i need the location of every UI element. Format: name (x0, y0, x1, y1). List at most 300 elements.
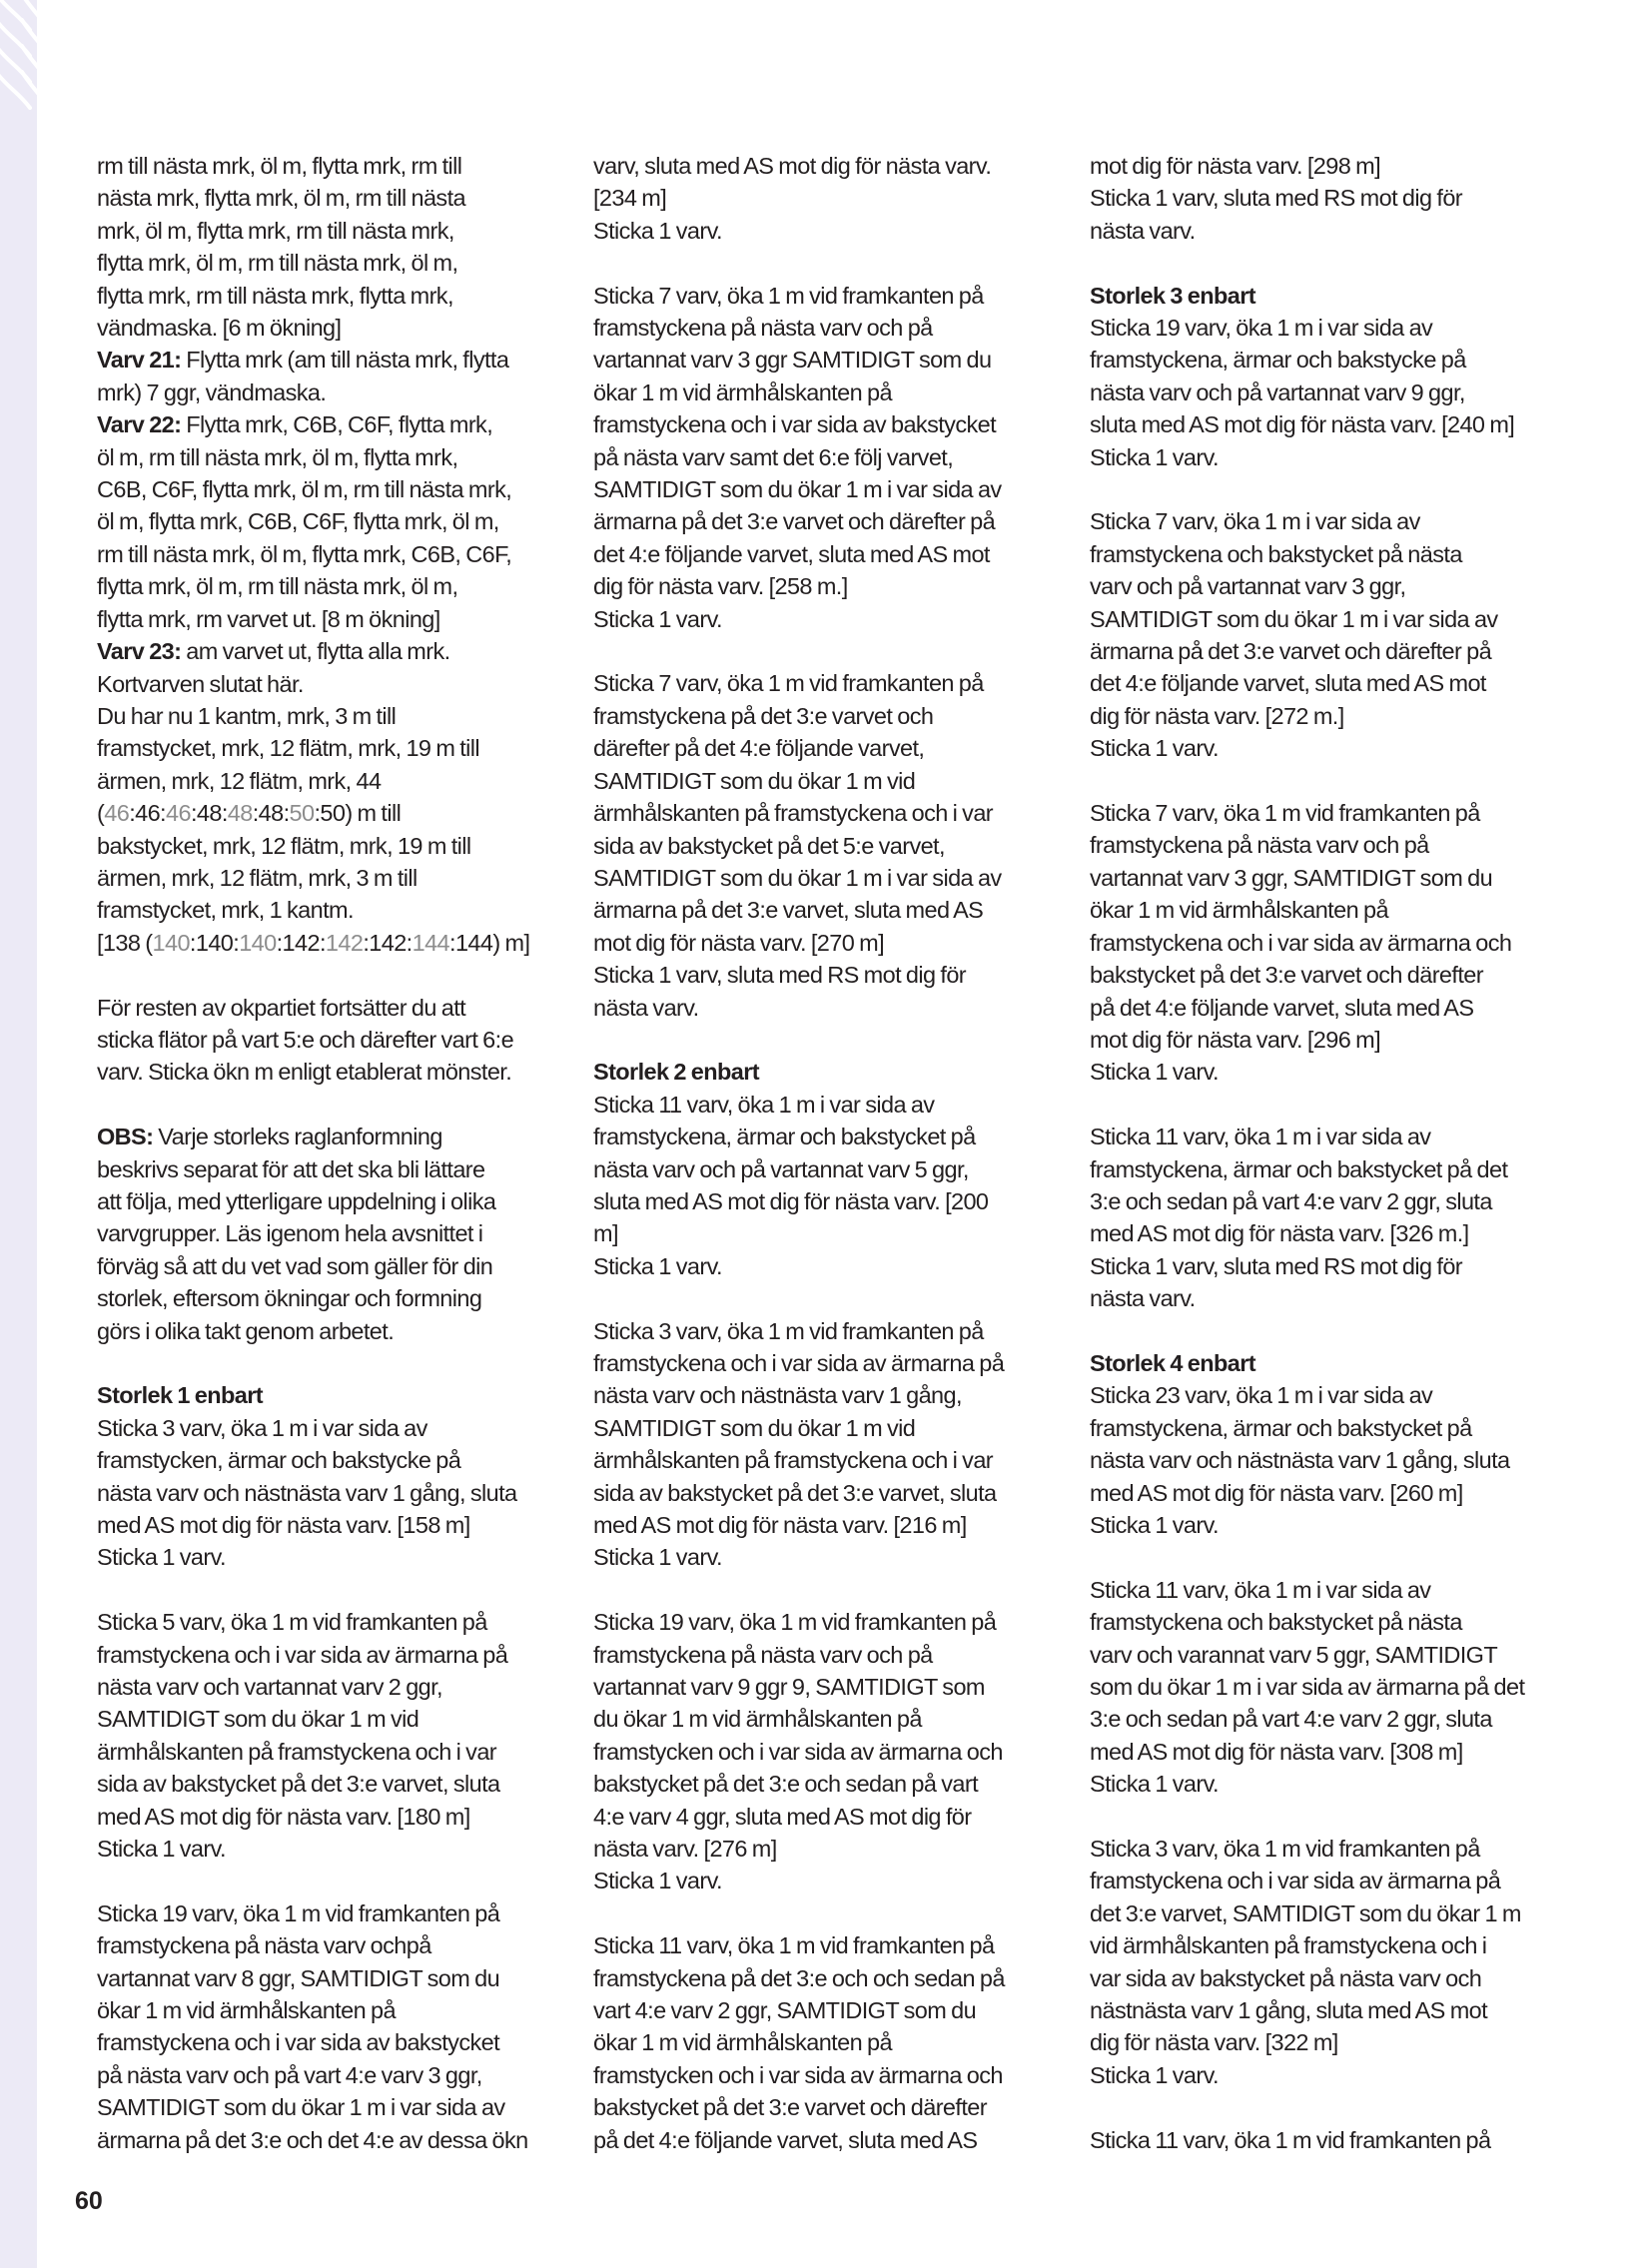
text-line (593, 1541, 1075, 1573)
text-run: sida av bakstycket på det 5:e varvet, (593, 832, 945, 859)
text-column-right (1090, 150, 1571, 2188)
text-line (1090, 1379, 1571, 1411)
text-run: nästa varv. (1090, 217, 1196, 244)
text-line (97, 1250, 578, 1282)
text-line (97, 732, 578, 764)
text-line (1090, 312, 1571, 344)
text-run: För resten av okpartiet fortsätter du att (97, 994, 466, 1021)
text-run: Sticka 7 varv, öka 1 m i var sida av (1090, 508, 1420, 535)
text-run: 3:e och sedan på vart 4:e varv 2 ggr, sluta (1090, 1187, 1492, 1214)
bold-label: Storlek 4 enbart (1090, 1349, 1256, 1376)
text-line (1090, 1671, 1571, 1703)
text-run: Sticka 1 varv. (593, 1252, 722, 1279)
text-line (97, 700, 578, 732)
text-run: Sticka 1 varv. (593, 1868, 722, 1894)
text-line (1090, 1703, 1571, 1735)
text-line (593, 1217, 1075, 1249)
text-line (593, 1994, 1075, 2026)
text-line (1090, 570, 1571, 602)
text-line (1090, 959, 1571, 991)
text-run: nästa varv och vartannat varv 2 ggr, (97, 1674, 442, 1701)
text-line (1090, 150, 1571, 182)
text-run: ärmarna på det 3:e varvet och därefter på (1090, 638, 1492, 665)
side-decoration-strip (0, 0, 37, 2268)
text-line (97, 1962, 578, 1994)
text-run: sluta med AS mot dig för nästa varv. [200 (593, 1187, 989, 1214)
text-line (593, 2124, 1075, 2156)
text-run: Sticka 11 varv, öka 1 m i var sida av (1090, 1124, 1431, 1150)
text-run: vändmaska. [6 m ökning] (97, 315, 342, 342)
text-line (97, 377, 578, 408)
text-run: varv, sluta med AS mot dig för nästa varv. (593, 153, 992, 179)
text-line (97, 570, 578, 602)
text-line (593, 441, 1075, 473)
text-run: Du har nu 1 kantm, mrk, 3 m till (97, 702, 397, 729)
text-line (1090, 215, 1571, 247)
text-column-left (97, 150, 578, 2189)
text-line (593, 959, 1075, 991)
text-run: Sticka 19 varv, öka 1 m vid framkanten på (97, 1899, 500, 1926)
text-run: det 4:e följande varvet, sluta med AS mot (1090, 670, 1486, 697)
text-line (1090, 1185, 1571, 1217)
text-run: framstycket, mrk, 12 flätm, mrk, 19 m till (97, 735, 480, 762)
size-value-muted: 144 (412, 929, 450, 956)
paragraph (97, 150, 578, 959)
text-run: framstyckena på nästa varv ochpå (97, 1932, 431, 1959)
text-line (593, 1768, 1075, 1800)
size-value-muted: 140 (152, 929, 190, 956)
text-line (593, 377, 1075, 408)
text-line (593, 732, 1075, 764)
text-run: mot dig för nästa varv. [298 m] (1090, 153, 1381, 179)
text-line (593, 1639, 1075, 1671)
text-run: görs i olika takt genom arbetet. (97, 1317, 395, 1344)
text-run: :46: (129, 800, 166, 827)
text-run: sida av bakstycket på det 3:e varvet, sluta (593, 1479, 997, 1506)
text-line (593, 1736, 1075, 1768)
text-run: Sticka 3 varv, öka 1 m vid framkanten på (1090, 1836, 1480, 1863)
text-run: mrk, öl m, flytta mrk, rm till nästa mrk, (97, 217, 454, 244)
text-run: :144) m] (449, 929, 530, 956)
text-line (97, 1056, 578, 1088)
text-line (593, 603, 1075, 635)
text-line (593, 2091, 1075, 2123)
text-run: framstyckena och i var sida av ärmarna på (593, 1349, 1005, 1376)
text-line (97, 1639, 578, 1671)
bold-label: Varv 21: (97, 347, 182, 374)
size-value-muted: 46 (166, 800, 191, 827)
text-run: ärmhålskanten på framstyckena och i var (97, 1738, 497, 1765)
text-line (97, 1509, 578, 1541)
text-run: C6B, C6F, flytta mrk, öl m, rm till nästa mrk, (97, 476, 512, 503)
text-column-middle (593, 150, 1075, 2188)
text-line (1090, 505, 1571, 537)
text-run: Sticka 7 varv, öka 1 m vid framkanten på (593, 282, 984, 309)
text-run: ärmhålskanten på framstyckena och i var (593, 800, 994, 827)
text-line (97, 408, 578, 440)
text-run: :48: (190, 800, 228, 827)
text-run: nästa varv och på vartannat varv 5 ggr, (593, 1155, 969, 1182)
text-run: framstycken och i var sida av ärmarna och (593, 1738, 1003, 1765)
text-line (97, 894, 578, 926)
text-run: bakstycket på det 3:e varvet och därefter (593, 2094, 987, 2121)
text-line (1090, 1736, 1571, 1768)
text-run: ärmhålskanten på framstyckena och i var (593, 1447, 994, 1474)
text-line (97, 927, 578, 959)
text-run: med AS mot dig för nästa varv. [308 m] (1090, 1738, 1463, 1765)
text-run: Sticka 11 varv, öka 1 m i var sida av (1090, 1576, 1431, 1603)
text-run: SAMTIDIGT som du ökar 1 m i var sida av (593, 864, 1002, 891)
text-run: framstyckena på det 3:e och och sedan på (593, 1964, 1005, 1991)
size-value-muted: 50 (289, 800, 315, 827)
text-line (1090, 667, 1571, 699)
text-line (1090, 1282, 1571, 1314)
text-run: framstyckena, ärmar och bakstycke på (1090, 347, 1466, 374)
text-line (1090, 1056, 1571, 1088)
text-run: ärmen, mrk, 12 flätm, mrk, 3 m till (97, 864, 417, 891)
text-line (97, 1897, 578, 1929)
text-run: [138 ( (97, 929, 153, 956)
paragraph (593, 1606, 1075, 1897)
text-line (97, 1768, 578, 1800)
text-line (593, 765, 1075, 797)
text-line (593, 1315, 1075, 1347)
text-run: framstyckena, ärmar och bakstycket på (1090, 1414, 1472, 1441)
text-run: bakstycket, mrk, 12 flätm, mrk, 19 m till (97, 832, 471, 859)
text-line (1090, 1897, 1571, 1929)
text-line (593, 667, 1075, 699)
text-run: nästnästa varv 1 gång, sluta med AS mot (1090, 1997, 1488, 2024)
text-run: flytta mrk, öl m, rm till nästa mrk, öl m, (97, 250, 458, 277)
text-line (97, 1477, 578, 1509)
text-line (97, 1801, 578, 1833)
text-run: sida av bakstycket på det 3:e varvet, sluta (97, 1771, 500, 1798)
text-line (97, 1121, 578, 1152)
text-run: framstycket, mrk, 1 kantm. (97, 897, 354, 924)
text-line (593, 1089, 1075, 1121)
text-run: med AS mot dig för nästa varv. [180 m] (97, 1803, 470, 1830)
text-run: framstyckena och i var sida av ärmarna på (1090, 1868, 1501, 1894)
text-line (1090, 1929, 1571, 1961)
paragraph (1090, 1121, 1571, 1314)
bold-label: Storlek 2 enbart (593, 1059, 760, 1086)
text-run: Sticka 11 varv, öka 1 m vid framkanten på (1090, 2126, 1491, 2153)
text-line (593, 862, 1075, 894)
text-run: SAMTIDIGT som du ökar 1 m vid (593, 1414, 916, 1441)
text-line (97, 1541, 578, 1573)
text-run: nästa varv och nästnästa varv 1 gång, sluta (97, 1479, 517, 1506)
text-line (97, 1315, 578, 1347)
text-run: rm till nästa mrk, öl m, flytta mrk, rm till (97, 153, 462, 179)
text-run: ökar 1 m vid ärmhålskanten på (593, 2029, 892, 2056)
text-line (97, 862, 578, 894)
paragraph (1090, 505, 1571, 764)
text-line (593, 1056, 1075, 1088)
text-line (97, 603, 578, 635)
text-run: :140: (189, 929, 240, 956)
text-line (97, 1736, 578, 1768)
text-line (97, 830, 578, 862)
text-run: vartannat varv 3 ggr SAMTIDIGT som du (593, 347, 992, 374)
text-run: framstycken, ärmar och bakstycke på (97, 1447, 461, 1474)
paragraph (593, 1056, 1075, 1282)
text-run: vid ärmhålskanten på framstyckena och i (1090, 1932, 1487, 1959)
text-line (1090, 182, 1571, 214)
text-run: öl m, flytta mrk, C6B, C6F, flytta mrk, öl m, (97, 508, 499, 535)
text-run: nästa varv och på vartannat varv 9 ggr, (1090, 378, 1465, 405)
text-line (593, 1250, 1075, 1282)
text-run: Sticka 7 varv, öka 1 m vid framkanten på (593, 670, 984, 697)
paragraph (97, 1121, 578, 1347)
text-run: förväg så att du vet vad som gäller för din (97, 1252, 493, 1279)
text-run: på nästa varv samt det 6:e följ varvet, (593, 443, 954, 470)
text-run: ärmarna på det 3:e varvet, sluta med AS (593, 897, 984, 924)
text-run: på det 4:e följande varvet, sluta med AS (1090, 994, 1474, 1021)
text-line (593, 927, 1075, 959)
text-run: som du ökar 1 m i var sida av ärmarna på det (1090, 1674, 1525, 1700)
text-line (97, 280, 578, 312)
text-run: vart 4:e varv 2 ggr, SAMTIDIGT som du (593, 1997, 977, 2024)
text-line (97, 635, 578, 667)
text-line (593, 570, 1075, 602)
text-run: Sticka 1 varv. (1090, 735, 1219, 762)
bold-label: Varv 22: (97, 411, 182, 438)
text-run: beskrivs separat för att det ska bli lättare (97, 1155, 485, 1182)
text-run: på nästa varv och på vart 4:e varv 3 ggr, (97, 2061, 482, 2088)
text-run: var sida av bakstycket på nästa varv och (1090, 1964, 1482, 1991)
text-line (97, 538, 578, 570)
text-line (97, 992, 578, 1024)
text-line (1090, 408, 1571, 440)
text-run: sluta med AS mot dig för nästa varv. [240 m] (1090, 411, 1515, 438)
paragraph (1090, 2124, 1571, 2156)
paragraph (593, 280, 1075, 635)
text-line (97, 247, 578, 279)
page-number: 60 (75, 2187, 103, 2215)
text-run: framstyckena och i var sida av bakstycket (97, 2029, 500, 2056)
text-run: Sticka 1 varv. (1090, 2061, 1219, 2088)
text-run: varv och på vartannat varv 3 ggr, (1090, 573, 1406, 600)
text-line (593, 700, 1075, 732)
text-line (97, 215, 578, 247)
text-line (593, 1412, 1075, 1444)
text-run: framstyckena, ärmar och bakstycket på det (1090, 1155, 1508, 1182)
size-value-muted: 48 (227, 800, 253, 827)
text-run: Sticka 1 varv. (593, 217, 722, 244)
text-run: du ökar 1 m vid ärmhålskanten på (593, 1706, 922, 1733)
text-line (97, 441, 578, 473)
text-line (1090, 992, 1571, 1024)
text-line (593, 538, 1075, 570)
text-run: SAMTIDIGT som du ökar 1 m i var sida av (97, 2094, 505, 2121)
text-run: på det 4:e följande varvet, sluta med AS (593, 2126, 978, 2153)
text-run: ( (97, 800, 105, 827)
text-run: :50) m till (314, 800, 402, 827)
bold-label: Storlek 3 enbart (1090, 282, 1256, 309)
text-line (1090, 2059, 1571, 2091)
text-line (593, 473, 1075, 505)
text-run: Flytta mrk, C6B, C6F, flytta mrk, (181, 411, 493, 438)
text-run: Varje storleks raglanformning (153, 1124, 442, 1150)
paragraph (593, 1315, 1075, 1574)
text-line (97, 150, 578, 182)
text-run: varvgrupper. Läs igenom hela avsnittet i (97, 1220, 483, 1247)
text-run: flytta mrk, rm till nästa mrk, flytta mrk, (97, 282, 453, 309)
text-run: 4:e varv 4 ggr, sluta med AS mot dig för (593, 1803, 972, 1830)
text-line (1090, 1217, 1571, 1249)
size-value-muted: 142 (325, 929, 364, 956)
text-line (97, 2124, 578, 2156)
text-line (1090, 1962, 1571, 1994)
text-run: Sticka 3 varv, öka 1 m i var sida av (97, 1414, 427, 1441)
paragraph (1090, 797, 1571, 1089)
text-run: därefter på det 4:e följande varvet, (593, 735, 925, 762)
text-line (97, 473, 578, 505)
text-line (97, 1833, 578, 1865)
text-run: framstyckena på nästa varv och på (1090, 832, 1429, 859)
text-run: Sticka 7 varv, öka 1 m vid framkanten på (1090, 800, 1480, 827)
text-line (97, 1153, 578, 1185)
text-run: framstyckena och i var sida av bakstycket (593, 411, 997, 438)
text-line (593, 1833, 1075, 1865)
text-line (97, 1185, 578, 1217)
text-line (97, 765, 578, 797)
text-run: :142: (276, 929, 326, 956)
text-line (593, 797, 1075, 829)
paragraph (593, 1929, 1075, 2156)
text-line (593, 280, 1075, 312)
text-run: nästa mrk, flytta mrk, öl m, rm till nästa (97, 185, 465, 212)
text-run: :48: (252, 800, 290, 827)
text-line (1090, 1024, 1571, 1056)
text-run: Flytta mrk (am till nästa mrk, flytta (181, 347, 509, 374)
text-run: framstyckena på nästa varv och på (593, 315, 933, 342)
bold-label: OBS: (97, 1124, 154, 1150)
text-line (1090, 862, 1571, 894)
text-run: SAMTIDIGT som du ökar 1 m vid (593, 767, 916, 794)
text-run: 3:e och sedan på vart 4:e varv 2 ggr, sluta (1090, 1706, 1492, 1733)
text-run: det 4:e följande varvet, sluta med AS mot (593, 540, 990, 567)
text-run: [234 m] (593, 185, 667, 212)
text-line (97, 1994, 578, 2026)
text-line (1090, 344, 1571, 376)
text-line (593, 1509, 1075, 1541)
text-line (593, 182, 1075, 214)
text-line (1090, 1347, 1571, 1379)
text-line (593, 215, 1075, 247)
text-run: framstyckena och bakstycket på nästa (1090, 540, 1462, 567)
text-run: ökar 1 m vid ärmhålskanten på (97, 1997, 396, 2024)
text-line (97, 668, 578, 700)
text-line (593, 2026, 1075, 2058)
text-line (593, 1671, 1075, 1703)
text-run: sticka flätor på vart 5:e och därefter vart 6:e (97, 1026, 514, 1053)
text-line (593, 312, 1075, 344)
text-run: Kortvarven slutat här. (97, 670, 304, 697)
text-line (593, 1477, 1075, 1509)
text-run: framstycken och i var sida av ärmarna och (593, 2061, 1003, 2088)
text-line (1090, 603, 1571, 635)
text-run: med AS mot dig för nästa varv. [260 m] (1090, 1479, 1463, 1506)
paragraph (1090, 1574, 1571, 1801)
text-line (1090, 280, 1571, 312)
text-line (1090, 377, 1571, 408)
text-line (97, 505, 578, 537)
text-run: Sticka 3 varv, öka 1 m vid framkanten på (593, 1317, 984, 1344)
text-run: nästa varv. [276 m] (593, 1836, 777, 1863)
text-line (1090, 1121, 1571, 1152)
text-line (1090, 732, 1571, 764)
text-run: bakstycket på det 3:e och sedan på vart (593, 1771, 979, 1798)
text-run: dig för nästa varv. [258 m.] (593, 573, 848, 600)
text-run: det 3:e varvet, SAMTIDIGT som du ökar 1 m (1090, 1899, 1521, 1926)
text-run: mot dig för nästa varv. [270 m] (593, 929, 885, 956)
text-line (1090, 1509, 1571, 1541)
text-line (97, 1606, 578, 1638)
text-run: framstyckena och i var sida av ärmarna på (97, 1641, 508, 1668)
text-run: Sticka 5 varv, öka 1 m vid framkanten på (97, 1609, 487, 1636)
text-run: dig för nästa varv. [322 m] (1090, 2029, 1338, 2056)
text-run: nästa varv och nästnästa varv 1 gång, sluta (1090, 1447, 1510, 1474)
text-run: mrk) 7 ggr, vändmaska. (97, 378, 327, 405)
text-line (1090, 2026, 1571, 2058)
text-run: flytta mrk, öl m, rm till nästa mrk, öl m, (97, 573, 458, 600)
text-run: nästa varv. (1090, 1285, 1196, 1312)
text-run: framstyckena och i var sida av ärmarna och (1090, 929, 1512, 956)
text-run: bakstycket på det 3:e varvet och därefter (1090, 962, 1483, 989)
text-run: att följa, med ytterligare uppdelning i olika (97, 1187, 496, 1214)
text-line (593, 150, 1075, 182)
text-line (1090, 1865, 1571, 1896)
text-line (97, 1703, 578, 1735)
text-run: ärmen, mrk, 12 flätm, mrk, 44 (97, 767, 382, 794)
text-run: ärmarna på det 3:e varvet och därefter på (593, 508, 996, 535)
text-line (97, 1929, 578, 1961)
text-run: rm till nästa mrk, öl m, flytta mrk, C6B, C6F, (97, 540, 512, 567)
paragraph (1090, 1833, 1571, 2091)
text-run: Sticka 1 varv. (593, 605, 722, 632)
text-line (593, 1379, 1075, 1411)
text-line (97, 182, 578, 214)
text-run: Sticka 1 varv. (1090, 1059, 1219, 1086)
text-line (97, 1024, 578, 1056)
text-line (1090, 1574, 1571, 1606)
text-line (97, 1444, 578, 1476)
text-line (593, 830, 1075, 862)
text-line (1090, 829, 1571, 861)
paragraph (593, 667, 1075, 1023)
text-line (593, 344, 1075, 376)
bold-label: Varv 23: (97, 638, 182, 665)
text-run: :142: (363, 929, 413, 956)
text-run: vartannat varv 3 ggr, SAMTIDIGT som du (1090, 864, 1493, 891)
text-line (593, 1962, 1075, 1994)
text-line (593, 408, 1075, 440)
text-run: Sticka 11 varv, öka 1 m i var sida av (593, 1091, 935, 1118)
text-run: am varvet ut, flytta alla mrk. (181, 638, 450, 665)
text-line (1090, 927, 1571, 959)
text-line (593, 1929, 1075, 1961)
text-line (97, 1379, 578, 1411)
text-line (1090, 1833, 1571, 1865)
text-line (97, 1282, 578, 1314)
bold-label: Storlek 1 enbart (97, 1382, 264, 1409)
text-run: Sticka 1 varv, sluta med RS mot dig för (593, 962, 967, 989)
text-run: framstyckena på det 3:e varvet och (593, 702, 934, 729)
text-line (593, 1121, 1075, 1152)
text-run: framstyckena och bakstycket på nästa (1090, 1609, 1462, 1636)
text-run: Sticka 23 varv, öka 1 m i var sida av (1090, 1382, 1433, 1409)
